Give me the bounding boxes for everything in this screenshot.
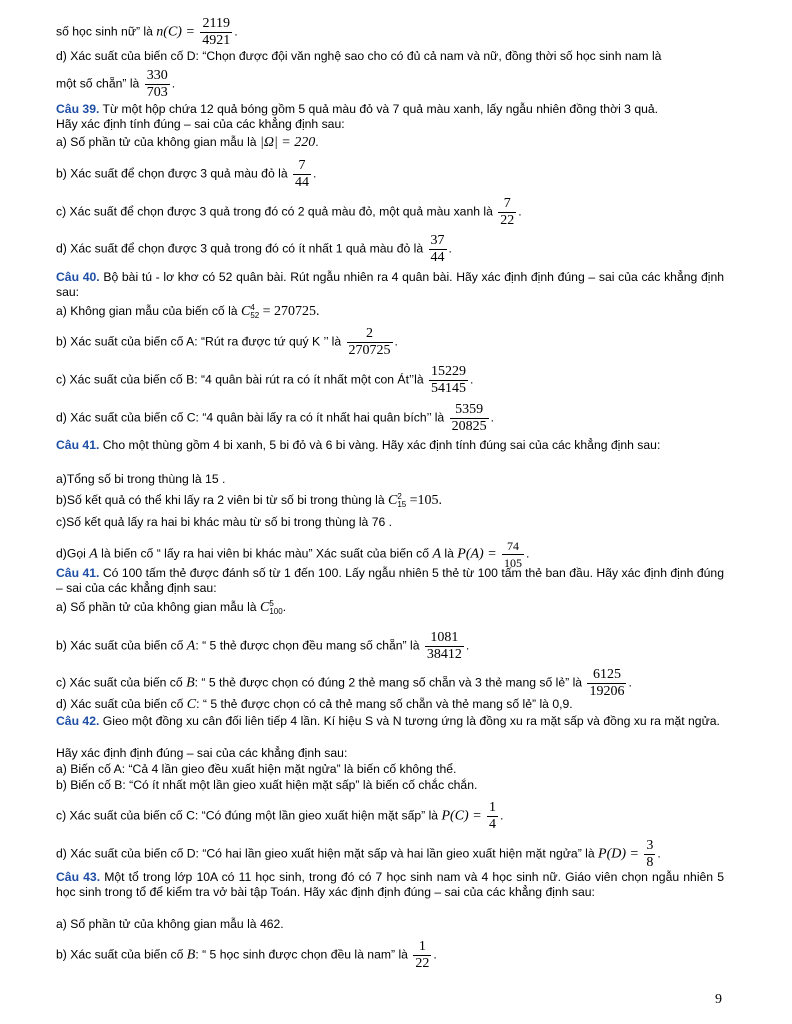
- question-41: Câu 41. Cho một thùng gồm 4 bi xanh, 5 bi đỏ và 6 bi vàng. Hãy xác định tính đúng sai của các khẳng định sau:: [56, 438, 661, 452]
- text-line: d)Gọi A là biến cố “ lấy ra hai viên bi khác màu” Xác suất của biến cố A là P(A) = $\frac{74}{105}$ .: [56, 539, 530, 570]
- text-line: a)Tổng số bi trong thùng là 15 .: [56, 472, 226, 486]
- question-43: Câu 43. Một tổ trong lớp 10A có 11 học sinh, trong đó có 7 học sinh nam và 4 học sinh nữ. Giáo viên chọn ngẫu nhiên 5 học sinh trong tổ để kiểm tra vở bài tập Toán. Hãy xác định định đúng – sai của các khẳng định sau:: [56, 870, 724, 899]
- text-line: Hãy xác định tính đúng – sai của các khẳng định sau:: [56, 117, 345, 131]
- fraction: $\frac{2119}{4921}$: [202, 16, 231, 48]
- question-39: Câu 39. Từ một hộp chứa 12 quả bóng gồm 5 quả màu đỏ và 7 quả màu xanh, lấy ngẫu nhiên đồng thời 3 quả.: [56, 102, 659, 116]
- text-line: a) Số phần tử của không gian mẫu là C5 100.: [56, 599, 287, 616]
- fraction: $\frac{330}{703}$: [146, 68, 168, 100]
- text-line: c) Xác suất của biến cố B: “ 5 thẻ được chọn có đúng 2 thẻ mang số chẵn và 3 thẻ mang số lẻ” là $\frac{6125}{19206}$ .: [56, 667, 632, 699]
- text-line: a) Số phần tử của không gian mẫu là 462.: [56, 917, 284, 931]
- question-41b: Câu 41. Có 100 tấm thẻ được đánh số từ 1 đến 100. Lấy ngẫu nhiên 5 thẻ từ 100 tấm thẻ ban đầu. Hãy xác định định đúng – sai của các khẳng định sau:: [56, 566, 724, 595]
- fraction: $\frac{1}{4}$: [489, 800, 497, 832]
- text-line: b) Xác suất để chọn được 3 quả màu đỏ là $\frac{7}{44}$ .: [56, 158, 317, 190]
- page-number: 9: [715, 992, 722, 1007]
- text-line: b) Xác suất của biến cố A: “Rút ra được tứ quý K ’’ là $\frac{2}{270725}$ .: [56, 326, 398, 358]
- text-line: c) Xác suất của biến cố C: “Có đúng một lần gieo xuất hiện mặt sấp” là P(C) = $\frac{1}{4}$ .: [56, 800, 504, 832]
- text-line: a) Số phần tử của không gian mẫu là |Ω| = 220.: [56, 135, 319, 150]
- text-line: a) Không gian mẫu của biến cố là C4 52 = 270725.: [56, 303, 320, 320]
- text-line: d) Xác suất của biến cố C: “4 quân bài lấy ra có ít nhất hai quân bích’’ là $\frac{5359}{20825}$ .: [56, 402, 494, 434]
- text-line: số học sinh nữ” là n(C) = $\frac{2119}{4921}$ .: [56, 16, 238, 48]
- text-line: b) Biến cố B: “Có ít nhất một lần gieo xuất hiện mặt sấp” là biến cố chắc chắn.: [56, 778, 478, 792]
- fraction: $\frac{1}{22}$: [415, 939, 430, 971]
- text-line: b) Xác suất của biến cố B: “ 5 học sinh được chọn đều là nam” là $\frac{1}{22}$ .: [56, 939, 437, 971]
- fraction: $\frac{7}{22}$: [500, 196, 515, 228]
- text-line: Hãy xác định định đúng – sai của các khẳng định sau:: [56, 746, 348, 760]
- text-line: a) Biến cố A: “Cả 4 lần gieo đều xuất hiện mặt ngửa” là biến cố không thể.: [56, 762, 457, 776]
- text-line: d) Xác suất của biến cố D: “Có hai lần gieo xuất hiện mặt sấp và hai lần gieo xuất hiện mặt ngửa” là P(D) = $\frac{3}{8}$ .: [56, 838, 661, 870]
- fraction: $\frac{5359}{20825}$: [451, 402, 487, 434]
- text-line: c) Xác suất của biến cố B: “4 quân bài rút ra có ít nhất một con Át’’là $\frac{15229}{54145}$ .: [56, 364, 474, 396]
- text-line: b) Xác suất của biến cố A: “ 5 thẻ được chọn đều mang số chẵn” là $\frac{1081}{38412}$ .: [56, 630, 470, 662]
- fraction: $\frac{6125}{19206}$: [589, 667, 625, 699]
- question-40: Câu 40. Bộ bài tú - lơ khơ có 52 quân bài. Rút ngẫu nhiên ra 4 quân bài. Hãy xác định định đúng – sai của các khẳng định sau:: [56, 270, 725, 299]
- fraction: $\frac{2}{270725}$: [348, 326, 391, 358]
- text-line: một số chẵn” là $\frac{330}{703}$ .: [56, 68, 176, 100]
- fraction: $\frac{74}{105}$: [504, 539, 523, 570]
- text-line: d) Xác suất để chọn được 3 quả trong đó có ít nhất 1 quả màu đỏ là $\frac{37}{44}$ .: [56, 233, 452, 265]
- fraction: $\frac{3}{8}$: [646, 838, 654, 870]
- text-line: d) Xác suất của biến cố C: “ 5 thẻ được chọn có cả thẻ mang số chẵn và thẻ mang số lẻ” là 0,9.: [56, 697, 573, 712]
- text-line: b)Số kết quả có thể khi lấy ra 2 viên bi từ số bi trong thùng là C2 15 =105.: [56, 492, 443, 509]
- text-line: d) Xác suất của biến cố D: “Chọn được đội văn nghệ sao cho có đủ cả nam và nữ, đồng thời số học sinh nam là: [56, 49, 662, 63]
- fraction: $\frac{15229}{54145}$: [431, 364, 467, 396]
- question-42: Câu 42. Gieo một đồng xu cân đối liên tiếp 4 lần. Kí hiệu S và N tương ứng là đồng xu ra mặt sấp và đồng xu ra mặt ngửa.: [56, 714, 720, 728]
- fraction: $\frac{1081}{38412}$: [426, 630, 462, 662]
- text-line: c)Số kết quả lấy ra hai bi khác màu từ số bi trong thùng là 76 .: [56, 515, 393, 529]
- text-line: c) Xác suất để chọn được 3 quả trong đó có 2 quả màu đỏ, một quả màu xanh là $\frac{7}{22}$ .: [56, 196, 522, 228]
- fraction: $\frac{7}{44}$: [295, 158, 309, 190]
- fraction: $\frac{37}{44}$: [430, 233, 445, 265]
